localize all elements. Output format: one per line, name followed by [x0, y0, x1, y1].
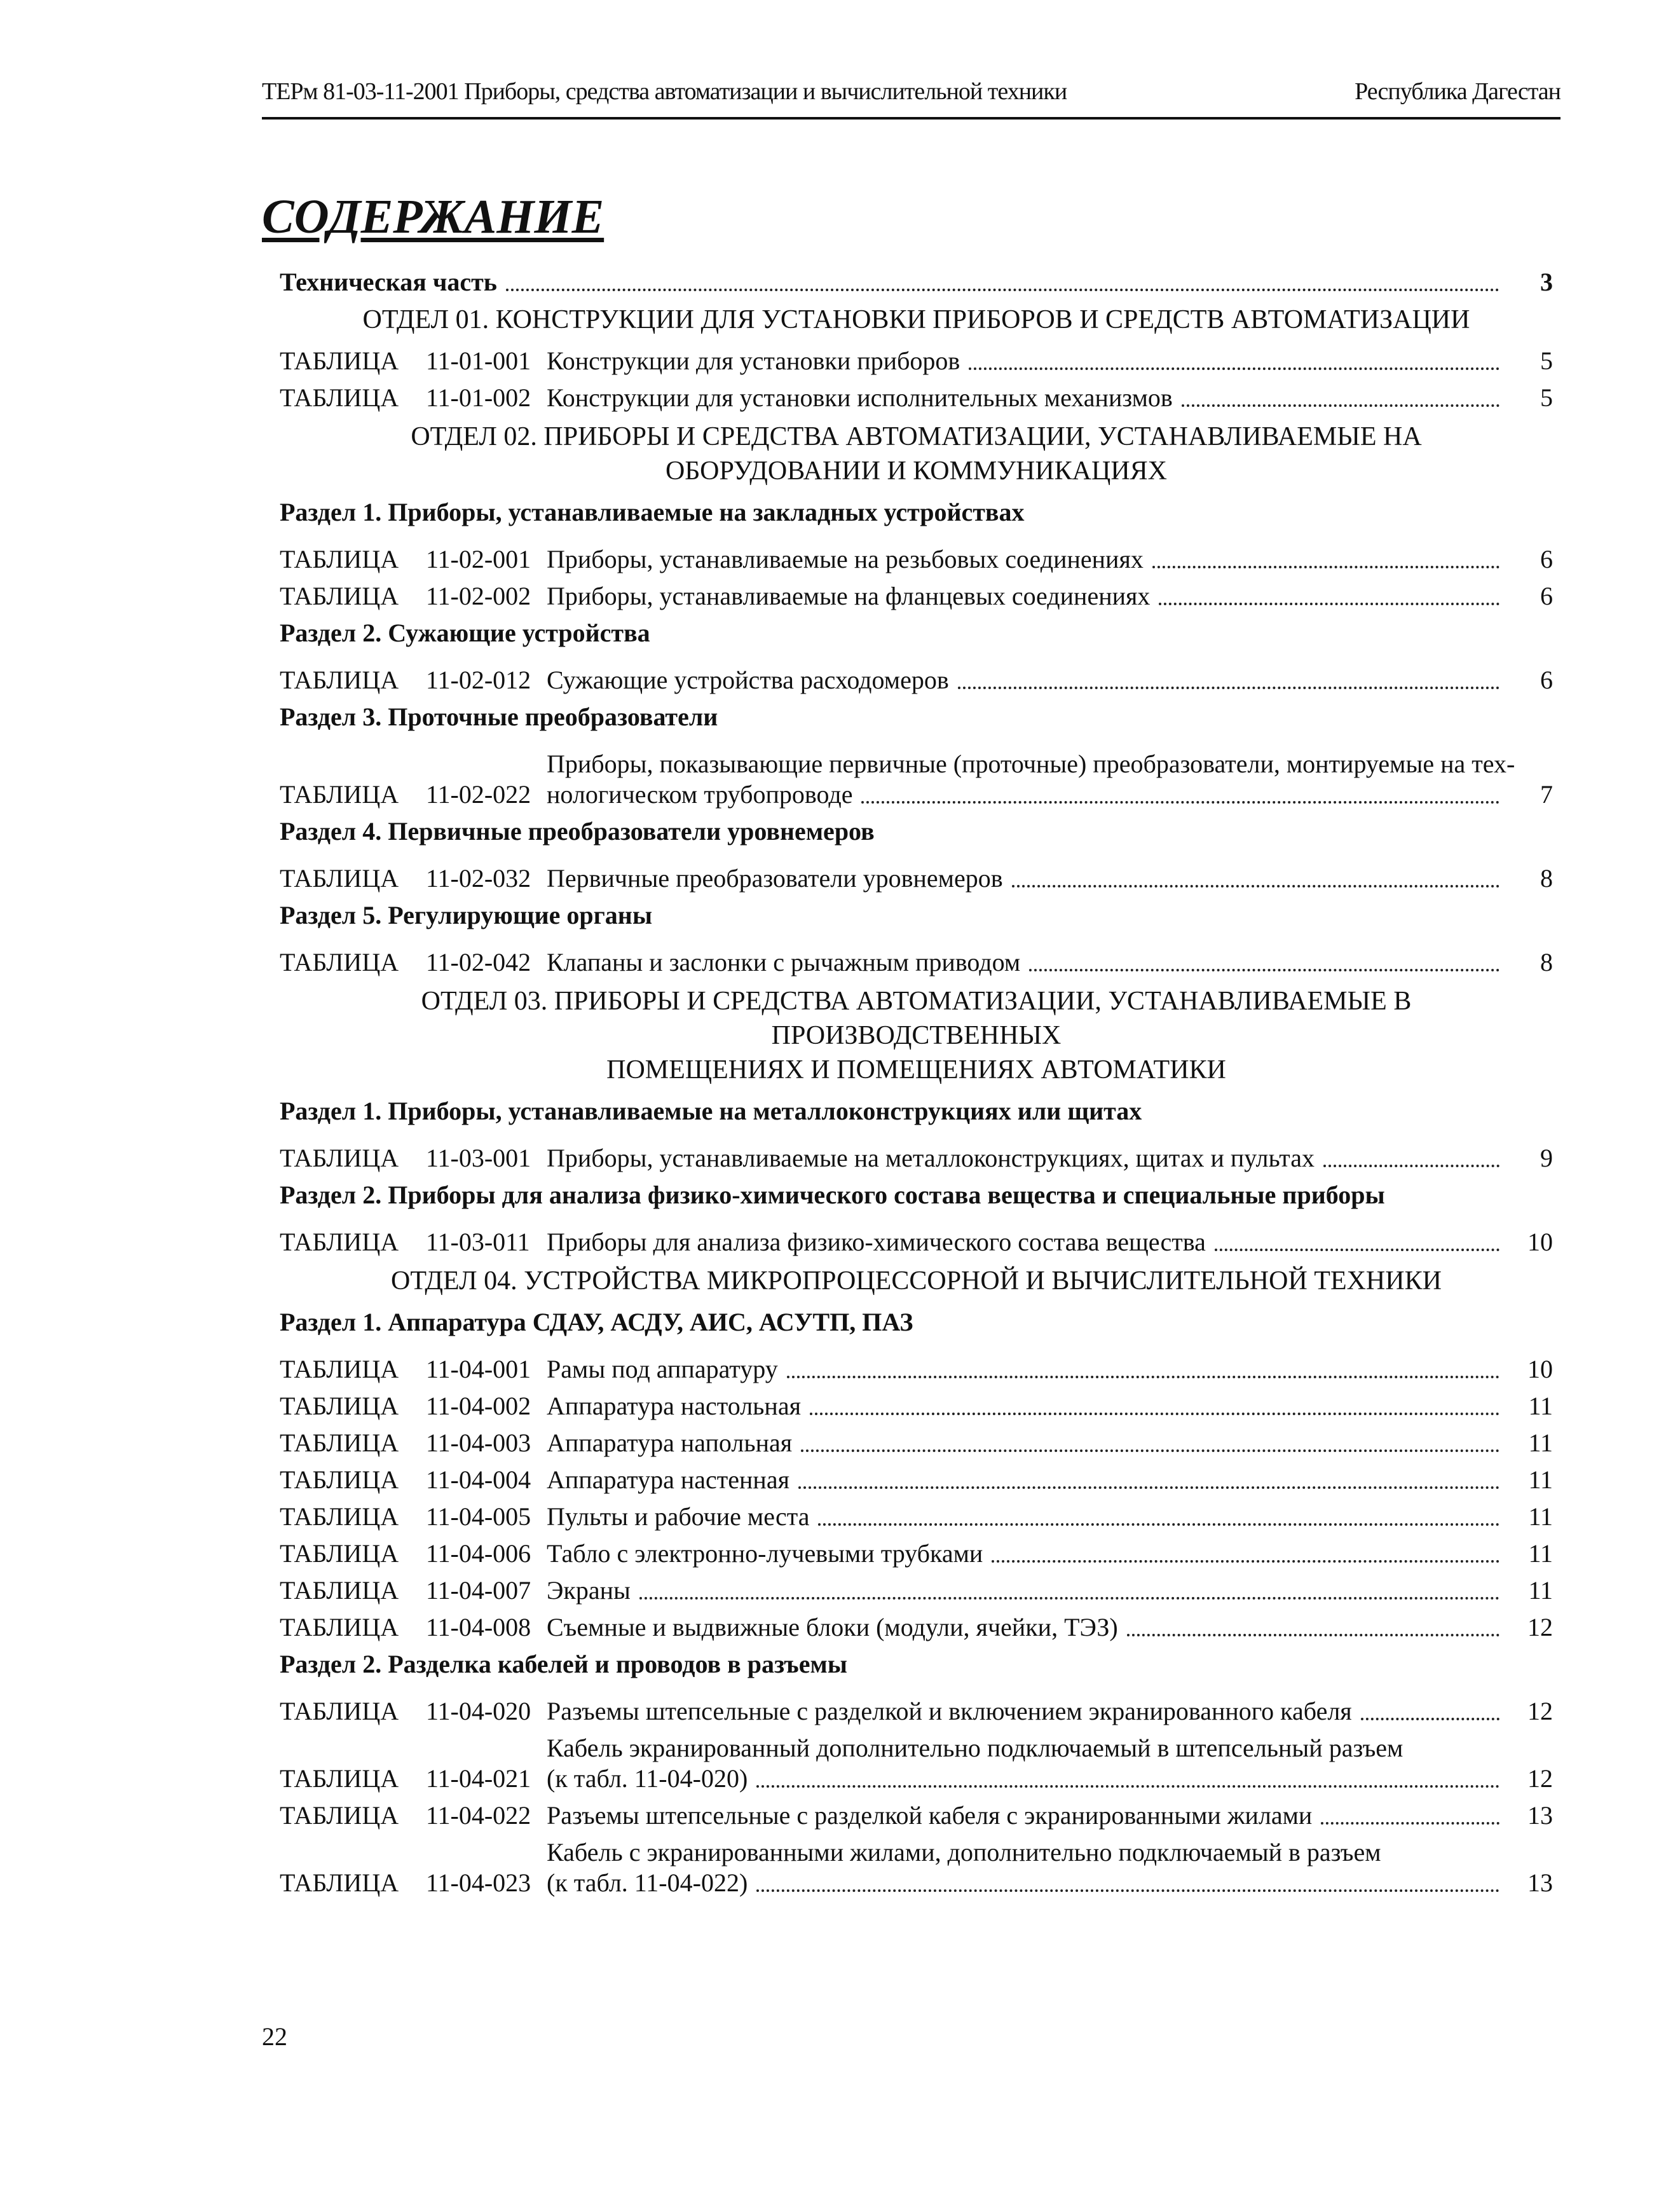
page-title: СОДЕРЖАНИЕ: [262, 190, 604, 243]
toc-entry-11-04-020[interactable]: [280, 1696, 1553, 1727]
dot-leader: [1323, 1165, 1499, 1167]
toc-page-number: 12: [1527, 1764, 1553, 1793]
subsection-heading: Раздел 1. Приборы, устанавливаемые на закладных устройствах: [280, 498, 1025, 526]
table-title: Разъемы штепсельные с разделкой кабеля с экранированными жилами: [547, 1801, 1313, 1830]
section-heading-line: ОТДЕЛ 03. ПРИБОРЫ И СРЕДСТВА АВТОМАТИЗАЦИИ, УСТАНАВЛИВАЕМЫЕ В ПРОИЗВОДСТВЕННЫХ: [421, 987, 1412, 1050]
dot-leader: [818, 1523, 1499, 1526]
toc-entry-11-04-021[interactable]: [280, 1733, 1553, 1794]
table-code: 11-03-011: [426, 1228, 530, 1256]
dot-leader: [1159, 603, 1499, 605]
section-heading-otdel-03: [280, 984, 1553, 1087]
toc-page-number: 9: [1540, 1144, 1553, 1172]
table-title: Разъемы штепсельные с разделкой и включением экранированного кабеля: [547, 1697, 1352, 1725]
table-label: ТАБЛИЦА: [280, 864, 399, 893]
table-code: 11-04-002: [426, 1392, 531, 1420]
table-label: ТАБЛИЦА: [280, 666, 399, 694]
toc-page-number: 11: [1528, 1539, 1553, 1568]
page-number: 22: [262, 2022, 287, 2051]
header-document-title: ТЕРм 81-03-11-2001 Приборы, средства автоматизации и вычислительной техники: [262, 78, 1067, 105]
table-title: Экраны: [547, 1576, 631, 1605]
table-title: Аппаратура настольная: [547, 1392, 801, 1420]
toc-page-number: 7: [1540, 780, 1553, 809]
table-title: Приборы для анализа физико-химического состава вещества: [547, 1228, 1206, 1256]
table-label: ТАБЛИЦА: [280, 1502, 399, 1531]
table-title: Конструкции для установки исполнительных механизмов: [547, 383, 1173, 412]
dot-leader: [1127, 1634, 1499, 1636]
table-title-line: Кабель экранированный дополнительно подключаемый в штепсельный разъем: [547, 1734, 1403, 1762]
table-code: 11-04-007: [426, 1576, 531, 1605]
table-label: ТАБЛИЦА: [280, 545, 399, 573]
table-label: ТАБЛИЦА: [280, 1144, 399, 1172]
dot-leader: [1361, 1718, 1499, 1720]
table-code: 11-04-001: [426, 1355, 531, 1383]
table-code: 11-02-032: [426, 864, 531, 893]
table-code: 11-02-042: [426, 948, 531, 976]
table-title: Аппаратура напольная: [547, 1428, 793, 1457]
table-label: ТАБЛИЦА: [280, 780, 399, 809]
table-label: ТАБЛИЦА: [280, 1697, 399, 1725]
toc-entry-11-04-008[interactable]: [280, 1612, 1553, 1643]
toc-entry-11-04-007[interactable]: [280, 1575, 1553, 1606]
table-label: ТАБЛИЦА: [280, 1539, 399, 1568]
dot-leader: [1029, 969, 1499, 971]
table-title: Рамы под аппаратуру: [547, 1355, 778, 1383]
dot-leader: [1152, 566, 1499, 568]
toc-entry-11-04-006[interactable]: [280, 1538, 1553, 1569]
table-code: 11-01-001: [426, 346, 531, 375]
subsection-heading: Раздел 3. Проточные преобразователи: [280, 702, 718, 731]
section-heading-line: ПОМЕЩЕНИЯХ И ПОМЕЩЕНИЯХ АВТОМАТИКИ: [606, 1055, 1226, 1085]
table-title: Приборы, устанавливаемые на металлоконструкциях, щитах и пультах: [547, 1144, 1315, 1172]
dot-leader: [958, 687, 1499, 689]
section-heading-otdel-02: [280, 420, 1553, 488]
table-code: 11-04-020: [426, 1697, 531, 1725]
table-title: Съемные и выдвижные блоки (модули, ячейки, ТЭЗ): [547, 1613, 1118, 1641]
dot-leader: [1215, 1249, 1499, 1251]
table-of-contents: [280, 267, 1553, 1905]
table-label: ТАБЛИЦА: [280, 1228, 399, 1256]
toc-page-number: 10: [1527, 1355, 1553, 1383]
toc-page-number: 12: [1527, 1697, 1553, 1725]
dot-leader: [861, 801, 1499, 804]
toc-page-number: 11: [1528, 1465, 1553, 1494]
dot-leader: [810, 1413, 1499, 1415]
toc-entry-11-02-022[interactable]: [280, 749, 1553, 810]
dot-leader: [1321, 1822, 1499, 1825]
table-code: 11-04-003: [426, 1428, 531, 1457]
subsection-heading: Раздел 2. Сужающие устройства: [280, 619, 650, 647]
table-title: Пульты и рабочие места: [547, 1502, 810, 1531]
toc-page-number: 12: [1527, 1613, 1553, 1641]
toc-entry-11-04-022[interactable]: [280, 1800, 1553, 1831]
subsection-heading: Раздел 1. Приборы, устанавливаемые на металлоконструкциях или щитах: [280, 1097, 1142, 1125]
toc-page-number: 3: [1540, 268, 1553, 296]
toc-entry-technical-part[interactable]: [280, 267, 1553, 298]
table-title: Конструкции для установки приборов: [547, 346, 960, 375]
table-title: Сужающие устройства расходомеров: [547, 666, 949, 694]
toc-page-number: 10: [1527, 1228, 1553, 1256]
toc-entry-label: Техническая часть: [280, 268, 497, 296]
section-heading-otdel-04: ОТДЕЛ 04. УСТРОЙСТВА МИКРОПРОЦЕССОРНОЙ И ВЫЧИСЛИТЕЛЬНОЙ ТЕХНИКИ: [391, 1266, 1442, 1296]
toc-entry-11-04-005[interactable]: [280, 1502, 1553, 1532]
table-code: 11-02-001: [426, 545, 531, 573]
table-title: Клапаны и заслонки с рычажным приводом: [547, 948, 1021, 976]
table-code: 11-02-002: [426, 582, 531, 610]
table-label: ТАБЛИЦА: [280, 1465, 399, 1494]
toc-entry-11-01-002[interactable]: [280, 383, 1553, 413]
table-label: ТАБЛИЦА: [280, 383, 399, 412]
section-heading-line: ОБОРУДОВАНИИ И КОММУНИКАЦИЯХ: [665, 456, 1168, 486]
table-title: Приборы, устанавливаемые на резьбовых соединениях: [547, 545, 1144, 573]
table-code: 11-01-002: [426, 383, 531, 412]
dot-leader: [639, 1597, 1499, 1599]
table-label: ТАБЛИЦА: [280, 1392, 399, 1420]
table-title: Приборы, устанавливаемые на фланцевых соединениях: [547, 582, 1151, 610]
table-label: ТАБЛИЦА: [280, 582, 399, 610]
toc-page-number: 11: [1528, 1576, 1553, 1605]
toc-entry-11-04-003[interactable]: [280, 1428, 1553, 1458]
toc-entry-11-03-011[interactable]: [280, 1227, 1553, 1257]
table-label: ТАБЛИЦА: [280, 948, 399, 976]
toc-entry-11-04-004[interactable]: [280, 1465, 1553, 1495]
toc-page-number: 8: [1540, 948, 1553, 976]
table-code: 11-04-008: [426, 1613, 531, 1641]
toc-entry-11-01-001[interactable]: [280, 346, 1553, 376]
toc-entry-11-04-001[interactable]: [280, 1354, 1553, 1385]
toc-entry-11-02-032[interactable]: [280, 863, 1553, 894]
toc-page-number: 5: [1540, 346, 1553, 375]
table-title-line: (к табл. 11-04-022): [547, 1868, 748, 1897]
table-label: ТАБЛИЦА: [280, 1613, 399, 1641]
table-title: Аппаратура настенная: [547, 1465, 789, 1494]
table-code: 11-02-022: [426, 780, 531, 809]
dot-leader: [506, 289, 1499, 291]
toc-page-number: 6: [1540, 582, 1553, 610]
page-header: [262, 75, 1560, 120]
table-label: ТАБЛИЦА: [280, 1355, 399, 1383]
table-label: ТАБЛИЦА: [280, 1576, 399, 1605]
table-code: 11-04-004: [426, 1465, 531, 1494]
dot-leader: [798, 1486, 1499, 1489]
subsection-heading: Раздел 1. Аппаратура СДАУ, АСДУ, АИС, АСУТП, ПАЗ: [280, 1308, 913, 1336]
toc-page-number: 6: [1540, 545, 1553, 573]
table-code: 11-04-005: [426, 1502, 531, 1531]
dot-leader: [992, 1560, 1499, 1563]
toc-page-number: 13: [1527, 1801, 1553, 1830]
table-code: 11-04-022: [426, 1801, 531, 1830]
table-label: ТАБЛИЦА: [280, 1868, 399, 1897]
subsection-heading: Раздел 2. Приборы для анализа физико-химического состава вещества и специальные приборы: [280, 1181, 1385, 1209]
toc-page-number: 8: [1540, 864, 1553, 893]
toc-entry-11-03-001[interactable]: [280, 1143, 1553, 1174]
table-code: 11-04-021: [426, 1764, 531, 1793]
table-label: ТАБЛИЦА: [280, 346, 399, 375]
dot-leader: [1012, 885, 1499, 887]
toc-entry-11-04-023[interactable]: [280, 1837, 1553, 1898]
table-title-line: (к табл. 11-04-020): [547, 1764, 748, 1793]
toc-entry-11-04-002[interactable]: [280, 1391, 1553, 1421]
subsection-heading: Раздел 4. Первичные преобразователи уровнемеров: [280, 817, 875, 846]
toc-entry-11-02-042[interactable]: [280, 947, 1553, 978]
table-label: ТАБЛИЦА: [280, 1428, 399, 1457]
dot-leader: [756, 1785, 1499, 1788]
toc-entry-11-02-001[interactable]: [280, 544, 1553, 575]
table-title: Первичные преобразователи уровнемеров: [547, 864, 1003, 893]
dot-leader: [801, 1449, 1499, 1452]
dot-leader: [787, 1376, 1499, 1378]
table-code: 11-04-006: [426, 1539, 531, 1568]
table-code: 11-03-001: [426, 1144, 531, 1172]
toc-page-number: 11: [1528, 1502, 1553, 1531]
table-label: ТАБЛИЦА: [280, 1801, 399, 1830]
dot-leader: [1182, 404, 1499, 407]
subsection-heading: Раздел 2. Разделка кабелей и проводов в разъемы: [280, 1650, 847, 1678]
toc-page-number: 5: [1540, 383, 1553, 412]
toc-page-number: 6: [1540, 666, 1553, 694]
table-title: Табло с электронно-лучевыми трубками: [547, 1539, 983, 1568]
dot-leader: [756, 1889, 1499, 1892]
subsection-heading: Раздел 5. Регулирующие органы: [280, 901, 653, 929]
toc-page-number: 11: [1528, 1428, 1553, 1457]
section-heading-line: ОТДЕЛ 02. ПРИБОРЫ И СРЕДСТВА АВТОМАТИЗАЦИИ, УСТАНАВЛИВАЕМЫЕ НА: [411, 422, 1422, 451]
toc-page-number: 13: [1527, 1868, 1553, 1897]
toc-entry-11-02-002[interactable]: [280, 581, 1553, 612]
table-label: ТАБЛИЦА: [280, 1764, 399, 1793]
table-title-line: нологическом трубопроводе: [547, 780, 853, 809]
toc-entry-11-02-012[interactable]: [280, 665, 1553, 695]
toc-page-number: 11: [1528, 1392, 1553, 1420]
table-title-line: Кабель с экранированными жилами, дополнительно подключаемый в разъем: [547, 1838, 1381, 1867]
table-title-line: Приборы, показывающие первичные (проточные) преобразователи, монтируемые на тех-: [547, 750, 1515, 778]
header-region: Республика Дагестан: [1355, 78, 1560, 105]
table-code: 11-02-012: [426, 666, 531, 694]
section-heading-otdel-01: ОТДЕЛ 01. КОНСТРУКЦИИ ДЛЯ УСТАНОВКИ ПРИБОРОВ И СРЕДСТВ АВТОМАТИЗАЦИИ: [362, 305, 1470, 334]
dot-leader: [969, 367, 1499, 370]
table-code: 11-04-023: [426, 1868, 531, 1897]
